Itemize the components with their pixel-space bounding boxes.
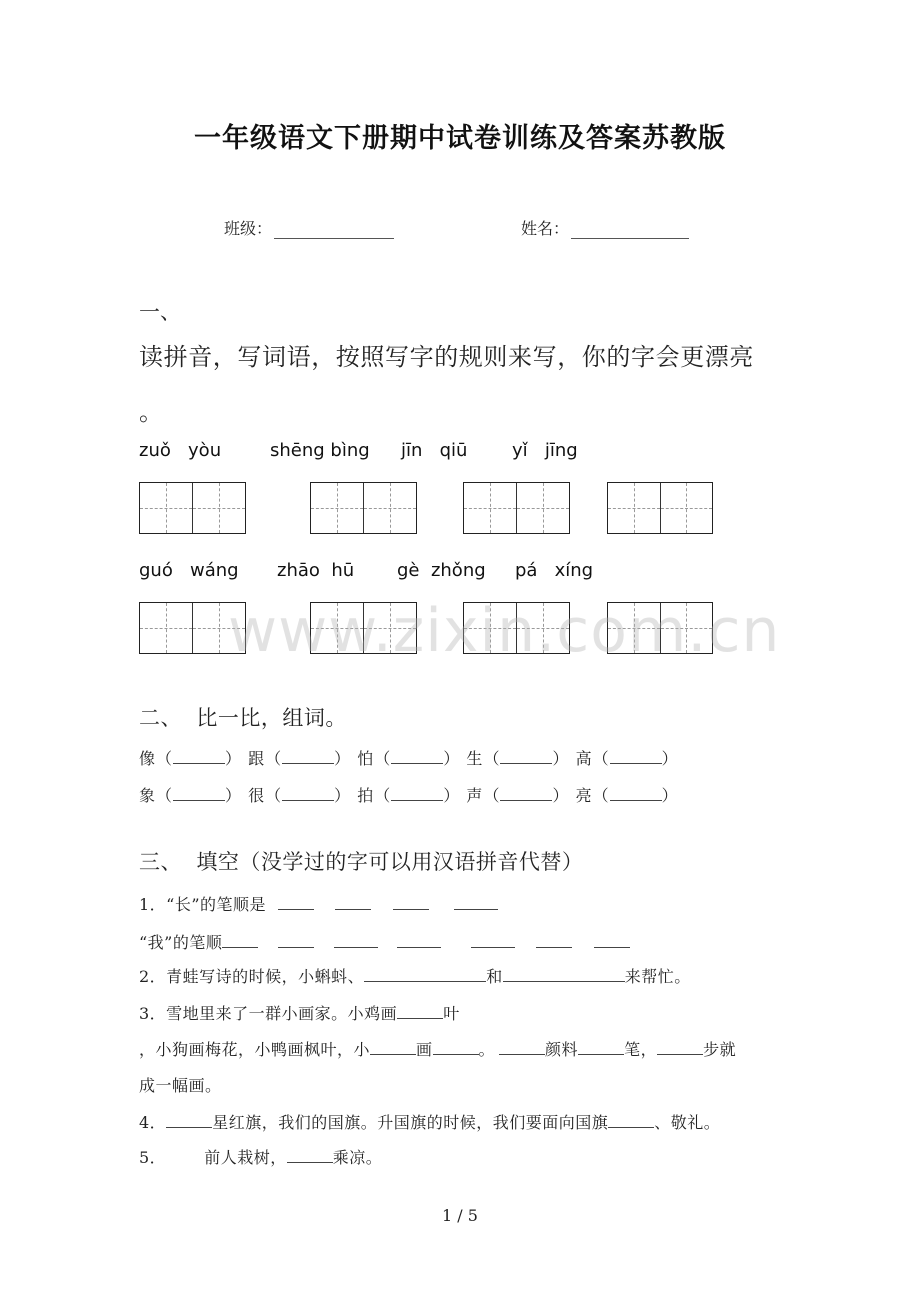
paren: （ (374, 749, 392, 768)
question-1b (139, 930, 630, 953)
paren: ） (334, 749, 352, 768)
question-text: “我”的笔顺 (139, 933, 223, 952)
page-number: 1 / 5 (442, 1206, 478, 1225)
answer-blank[interactable] (594, 933, 630, 948)
writing-grid-3[interactable] (463, 482, 570, 534)
name-label: 姓名： (521, 219, 570, 238)
paren: （ (483, 749, 501, 768)
grid-cell[interactable] (311, 483, 363, 533)
paren: ） (661, 786, 679, 805)
paren: （ (592, 749, 610, 768)
grid-cell[interactable] (140, 603, 192, 653)
answer-blank[interactable] (503, 967, 625, 982)
question-text: 5． (139, 1148, 167, 1167)
grid-cell[interactable] (608, 483, 660, 533)
question-text: ，小狗画梅花，小鸭画枫叶，小 (139, 1040, 371, 1059)
grid-cell[interactable] (192, 483, 245, 533)
paren: （ (265, 749, 283, 768)
answer-blank[interactable] (278, 895, 314, 910)
writing-grid-2[interactable] (310, 482, 417, 534)
answer-blank[interactable] (454, 895, 498, 910)
question-3b (139, 1037, 736, 1060)
name-field (521, 216, 689, 239)
paren: （ (374, 786, 392, 805)
answer-blank[interactable] (610, 748, 662, 764)
question-4 (139, 1110, 720, 1133)
section1-instruction-end: 。 (139, 398, 164, 426)
compare-char: 跟 (248, 749, 266, 768)
section2-heading: 二、 比一比，组词。 (139, 706, 347, 730)
question-2 (139, 964, 691, 987)
answer-blank[interactable] (657, 1040, 703, 1055)
grid-cell[interactable] (608, 603, 660, 653)
watermark: www.zixin.com.cn (228, 596, 781, 666)
paren: （ (156, 749, 174, 768)
section1-instruction: 读拼音，写词语，按照写字的规则来写，你的字会更漂亮 (139, 343, 754, 371)
question-text: 乘凉。 (332, 1148, 383, 1167)
answer-blank[interactable] (397, 1004, 443, 1019)
answer-blank[interactable] (578, 1040, 624, 1055)
answer-blank[interactable] (471, 933, 515, 948)
compare-row-1 (139, 746, 679, 769)
pinyin-5: guó wáng (139, 560, 239, 581)
writing-grid-6[interactable] (310, 602, 417, 654)
grid-cell[interactable] (363, 483, 416, 533)
answer-blank[interactable] (334, 933, 378, 948)
question-text: 步就 (703, 1040, 737, 1059)
question-text: 颜料 (545, 1040, 579, 1059)
pinyin-8: pá xíng (515, 560, 594, 581)
pinyin-3: jīn qiū (401, 440, 468, 461)
compare-char: 象 (139, 786, 157, 805)
compare-char: 生 (466, 749, 484, 768)
question-text: 1．“长”的笔顺是 (139, 895, 267, 914)
question-3c: 成一幅画。 (139, 1076, 222, 1095)
question-text: 画 (416, 1040, 433, 1059)
answer-blank[interactable] (433, 1040, 479, 1055)
answer-blank[interactable] (364, 967, 486, 982)
name-blank[interactable] (571, 220, 689, 239)
grid-cell[interactable] (516, 483, 569, 533)
pinyin-2: shēng bìng (270, 440, 370, 461)
pinyin-1: zuǒ yòu (139, 440, 222, 461)
grid-cell[interactable] (140, 483, 192, 533)
grid-cell[interactable] (464, 603, 516, 653)
writing-grid-7[interactable] (463, 602, 570, 654)
grid-cell[interactable] (660, 603, 713, 653)
answer-blank[interactable] (608, 1113, 654, 1128)
section1-number: 一、 (139, 300, 181, 324)
paren: （ (592, 786, 610, 805)
compare-char: 高 (575, 749, 593, 768)
compare-char: 声 (466, 786, 484, 805)
document-title: 一年级语文下册期中试卷训练及答案苏教版 (194, 123, 726, 154)
answer-blank[interactable] (166, 1113, 212, 1128)
question-text: 来帮忙。 (624, 967, 691, 986)
grid-cell[interactable] (660, 483, 713, 533)
paren: （ (483, 786, 501, 805)
question-3a (139, 1001, 460, 1024)
question-5 (139, 1145, 382, 1168)
compare-char: 拍 (357, 786, 375, 805)
compare-char: 很 (248, 786, 266, 805)
answer-blank[interactable] (278, 933, 314, 948)
question-1a (139, 892, 498, 915)
question-text: 3．雪地里来了一群小画家。小鸡画 (139, 1004, 398, 1023)
answer-blank[interactable] (500, 748, 552, 764)
paren: （ (156, 786, 174, 805)
paren: ） (443, 749, 461, 768)
paren: ） (225, 786, 243, 805)
paren: （ (265, 786, 283, 805)
answer-blank[interactable] (499, 1040, 545, 1055)
answer-blank[interactable] (370, 1040, 416, 1055)
grid-cell[interactable] (311, 603, 363, 653)
grid-cell[interactable] (363, 603, 416, 653)
pinyin-6: zhāo hū (277, 560, 355, 581)
answer-blank[interactable] (500, 785, 552, 801)
question-text: 和 (486, 967, 503, 986)
answer-blank[interactable] (536, 933, 572, 948)
class-blank[interactable] (274, 220, 394, 239)
grid-cell[interactable] (516, 603, 569, 653)
section3-heading: 三、 填空（没学过的字可以用汉语拼音代替） (139, 850, 584, 874)
paren: ） (334, 786, 352, 805)
paren: ） (225, 749, 243, 768)
answer-blank[interactable] (287, 1148, 333, 1163)
question-text: 4． (139, 1113, 167, 1132)
answer-blank[interactable] (173, 748, 225, 764)
question-text: 笔， (624, 1040, 658, 1059)
compare-row-2 (139, 783, 679, 806)
answer-blank[interactable] (393, 895, 429, 910)
answer-blank[interactable] (173, 785, 225, 801)
question-text: 叶 (443, 1004, 460, 1023)
paren: ） (661, 749, 679, 768)
pinyin-7: gè zhǒng (397, 560, 486, 581)
answer-blank[interactable] (222, 933, 258, 948)
paren: ） (552, 749, 570, 768)
answer-blank[interactable] (610, 785, 662, 801)
compare-char: 亮 (575, 786, 593, 805)
question-text: 。 (478, 1040, 496, 1059)
answer-blank[interactable] (397, 933, 441, 948)
writing-grid-5[interactable] (139, 602, 246, 654)
class-label: 班级： (224, 219, 273, 238)
writing-grid-4[interactable] (607, 482, 713, 534)
answer-blank[interactable] (282, 748, 334, 764)
question-text: 前人栽树， (204, 1148, 287, 1167)
question-text: 2．青蛙写诗的时候，小蝌蚪、 (139, 967, 365, 986)
paren: ） (552, 786, 570, 805)
writing-grid-1[interactable] (139, 482, 246, 534)
writing-grid-8[interactable] (607, 602, 713, 654)
answer-blank[interactable] (391, 748, 443, 764)
paren: ） (443, 786, 461, 805)
pinyin-4: yǐ jīng (512, 440, 578, 461)
class-field (224, 216, 394, 239)
answer-blank[interactable] (282, 785, 334, 801)
question-text: 、敬礼。 (654, 1113, 721, 1132)
grid-cell[interactable] (464, 483, 516, 533)
grid-cell[interactable] (192, 603, 245, 653)
compare-char: 怕 (357, 749, 375, 768)
question-text: 星红旗，我们的国旗。升国旗的时候，我们要面向国旗 (212, 1113, 609, 1132)
compare-char: 像 (139, 749, 157, 768)
answer-blank[interactable] (391, 785, 443, 801)
answer-blank[interactable] (335, 895, 371, 910)
